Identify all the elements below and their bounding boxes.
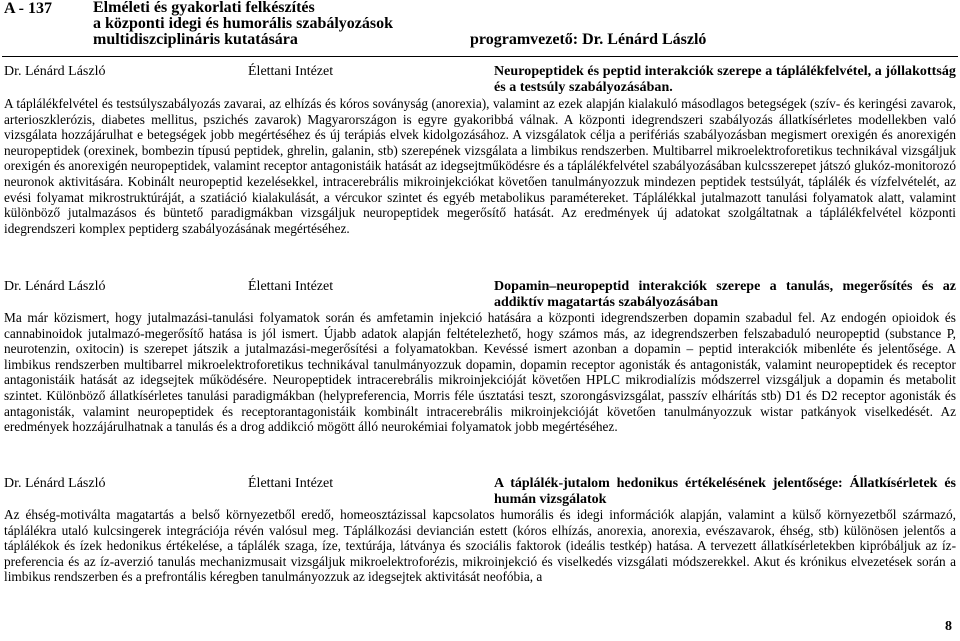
entry-institute: Élettani Intézet (248, 279, 334, 294)
program-leader: programvezető: Dr. Lénárd László (470, 31, 707, 48)
entry-meta (4, 64, 956, 95)
program-title-line: multidiszciplináris kutatására (93, 31, 298, 48)
entry-author: Dr. Lénárd László (4, 476, 106, 491)
page-number: 8 (945, 619, 952, 634)
entry-abstract: Az éhség-motiválta magatartás a belső környezetből eredő, homeosztázissal kapcsolatos humorális és idegi információk alapján, valamint a külső környezetből származó, táplálékra utaló kulcsingerek integrációja révén valósul meg. Táplálkozási deviancián estett (kóros elhízás, anorexia, anorexia, evészavarok, éhség, stb) különösen jelentős a táplálékok és ízek hedonikus értékelése, a táplálék szaga, íze, textúrája, látványa és szociális faktorok (ideális testkép) hatása. A tervezett állatkísérletekben kipróbáljuk az íz-preferencia és az íz-averzió tanulás mechanizmusait vizsgáljuk mikroelektroforézis, mikroinjekció és viselkedés vizsgálati módszerekkel. Akut és krónikus elvezetések során a limbikus rendszerben és a prefrontális kéregben tanulmányozzuk az idegsejtek aktivitását neofóbia, a (4, 507, 956, 585)
program-title (93, 0, 513, 48)
entry-meta (4, 279, 956, 310)
entry-author: Dr. Lénárd László (4, 64, 106, 79)
entry-title: A táplálék-jutalom hedonikus értékelésének jelentősége: Állatkísérletek és humán vizsgálatok (494, 476, 956, 507)
entry-abstract: A táplálékfelvétel és testsúlyszabályozás zavarai, az elhízás és kóros soványság (anorexia), valamint az ezek alapján kialakuló másodlagos betegségek (szív- és keringési zavarok, arterioszklerózis, diabetes mellitus, pszichés zavarok) Magyarországon is egyre gyakoribbá válnak. A központi idegrendszeri szabályozás állatkísérletes modellekben való vizsgálata hozzájárulhat e betegségek jobb megértéséhez és új terápiás elvek kidolgozásához. A vizsgálatok célja a perifériás szabályozásban megismert orexigén és anorexigén neuropeptidek (orexinek, bombezin típusú peptidek, ghrelin, galanin, stb) szerepének vizsgálata a limbikus rendszerben. Multibarrel mikroelektroforetikus technikával vizsgáljuk orexigén és anorexigén neuropeptidek, valamint receptor antagonistáik hatását az idegsejtműködésre és a táplálékfelvétel szabályozásában kulcsszerepet játszó glukóz-monitorozó neuronok aktivitására. Kobinált neuropeptid kezelésekkel, intracerebrális mikroinjekciókat követően tanulmányozzuk mindezen peptidek testsúlyát, táplálék és vízfelvételét, az evési folyamat mikrostruktúráját, a szatiáció kialakulását, a vércukor szintet és egyéb metabolikus paramétereket. Táplálékkal jutalmazott tanulási folyamatok alatt, valamint különböző jutalmazásos és büntető paradigmákban vizsgáljuk neuropeptidek megerősítő hatását. Az eredmények új adatokat szolgáltatnak a táplálékfelvétel központi idegrendszeri komplex peptiderg szabályozásának megértéséhez. (4, 96, 956, 236)
entry-institute: Élettani Intézet (248, 64, 334, 79)
page-header (0, 0, 960, 60)
project-entry (4, 279, 956, 435)
entry-title: Neuropeptidek és peptid interakciók szerepe a táplálékfelvétel, a jóllakottság és a testsúly szabályozásában. (494, 64, 956, 95)
entry-author: Dr. Lénárd László (4, 279, 106, 294)
program-title-line: Elméleti és gyakorlati felkészítés (93, 0, 315, 16)
entry-meta (4, 476, 956, 507)
entry-title: Dopamin–neuropeptid interakciók szerepe a tanulás, megerősítés és az addiktív magatartás szabályozásában (494, 279, 956, 310)
project-entry (4, 476, 956, 585)
entry-abstract: Ma már közismert, hogy jutalmazási-tanulási folyamatok során és amfetamin injekció hatására a központi idegrendszerben dopamin szabadul fel. Az endogén opioidok és cannabinoidok jutalmazó-megerősítő hatása is jól ismert. Újabb adatok alapján feltételezhető, hogy számos más, az idegrendszerben felszabaduló neuropeptid (substance P, neurotenzin, oxitocin) is szerepet játszik a jutalmazási-megerősítési a folyamatokban. Kevéssé ismert azonban a dopamin – peptid interakciók mibenléte és jelentősége. A limbikus rendszerben multibarrel mikroelektroforetikus technikával tanulmányozzuk dopamin, dopamin receptor agonisták és antagonisták, valamint neuropeptidek és receptor antagonistáik hatását az idegsejtek működésére. Neuropeptidek intracerebrális mikroinjekcióját követően HPLC mikrodialízis módszerrel vizsgáljuk a dopamin és metabolit szintet. Különböző állatkísérletes tanulási paradigmákban (helypreferencia, Morris féle úsztatási teszt, szorongásvizsgálat, passzív elhárítás stb) D1 és D2 receptor agonisták és antagonisták, valamint neuropeptidek és receptorantagonistáik kombinált intracerebrális mikroinjekcióját követően tanulmányozzuk wistar patkányok viselkedését. Az eredmények hozzájárulhatnak a tanulás és a drog addikció mögött álló neurokémiai folyamatok jobb megértéséhez. (4, 310, 956, 435)
program-code: A - 137 (4, 0, 52, 17)
program-title-line: a központi idegi és humorális szabályozások (93, 15, 394, 32)
header-divider (2, 56, 958, 57)
project-entry (4, 64, 956, 236)
entry-institute: Élettani Intézet (248, 476, 334, 491)
